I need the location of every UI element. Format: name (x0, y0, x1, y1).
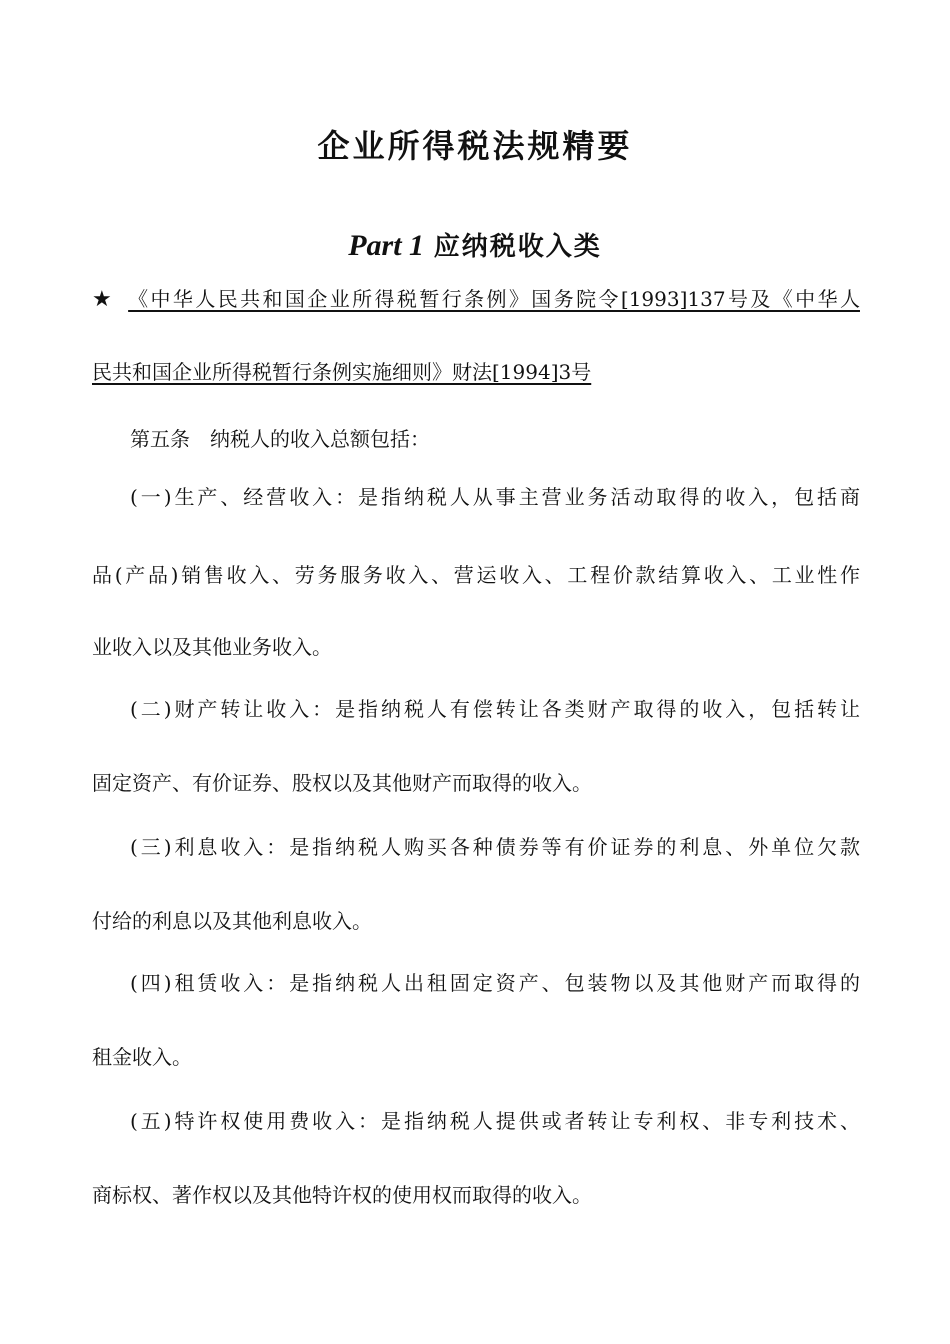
item-4-line-1: (四)租赁收入：是指纳税人出租固定资产、包装物以及其他财产而取得的 (130, 971, 860, 995)
item-1-line-3: 业收入以及其他业务收入。 (92, 635, 332, 659)
item-1-line-1: (一)生产、经营收入：是指纳税人从事主营业务活动取得的收入，包括商 (130, 485, 860, 509)
item-2-line-1: (二)财产转让收入：是指纳税人有偿转让各类财产取得的收入，包括转让 (130, 697, 860, 721)
item-3-line-2: 付给的利息以及其他利息收入。 (92, 909, 372, 933)
part-heading (0, 226, 950, 267)
item-4-line-2: 租金收入。 (92, 1045, 192, 1069)
item-1-line-2: 品(产品)销售收入、劳务服务收入、营运收入、工程价款结算收入、工业性作 (92, 563, 860, 587)
reference-text-1: 《中华人民共和国企业所得税暂行条例》国务院令[1993]137号及《中华人 (128, 287, 860, 311)
part-label: Part 1 (348, 229, 425, 262)
reference-text-2: 民共和国企业所得税暂行条例实施细则》财法[1994]3号 (92, 360, 592, 384)
star-icon: ★ (92, 287, 115, 312)
reference-line-2 (92, 357, 860, 387)
document-title: 企业所得税法规精要 (317, 127, 633, 165)
article-heading: 第五条 纳税人的收入总额包括： (130, 427, 430, 451)
item-5-line-1: (五)特许权使用费收入：是指纳税人提供或者转让专利权、非专利技术、 (130, 1109, 860, 1133)
item-5-line-2: 商标权、著作权以及其他特许权的使用权而取得的收入。 (92, 1183, 592, 1207)
item-3-line-1: (三)利息收入：是指纳税人购买各种债券等有价证券的利息、外单位欠款 (130, 835, 860, 859)
item-2-line-2: 固定资产、有价证券、股权以及其他财产而取得的收入。 (92, 771, 592, 795)
part-title: 应纳税收入类 (433, 232, 602, 262)
reference-line-1 (92, 284, 860, 315)
